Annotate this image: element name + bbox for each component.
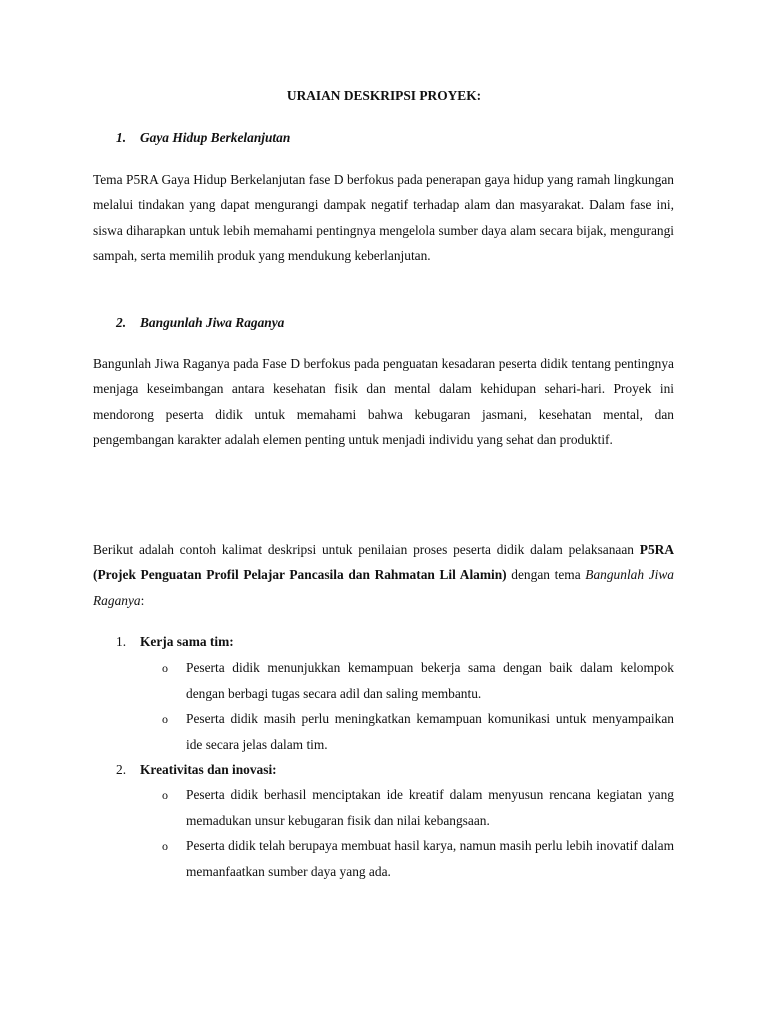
intro-bold-text: P5RA (Projek Penguatan Profil Pelajar Pancasila dan Rahmatan Lil Alamin) xyxy=(93,542,674,583)
intro-italic-text: Bangunlah Jiwa Raganya xyxy=(93,567,675,608)
section-1-number: 1. xyxy=(116,130,127,145)
bullet-icon: o xyxy=(162,839,168,853)
list-item-1-sub-2: Peserta didik masih perlu meningkatkan kemampuan komunikasi untuk menyampaikan ide secara jelas dalam tim. xyxy=(186,711,674,752)
bullet-icon: o xyxy=(162,712,168,726)
intro-paragraph xyxy=(93,537,674,613)
section-1-title: Gaya Hidup Berkelanjutan xyxy=(140,130,291,145)
section-2-heading xyxy=(116,315,284,331)
list-item-2-sub-2: Peserta didik telah berupaya membuat hasil karya, namun masih perlu lebih inovatif dalam memanfaatkan sumber daya yang ada. xyxy=(186,838,674,879)
list-item-2-number: 2. xyxy=(116,762,127,777)
bullet-icon: o xyxy=(162,788,168,802)
list-item-1-number: 1. xyxy=(116,634,127,649)
section-1-heading xyxy=(116,130,290,146)
intro-text-3: : xyxy=(140,592,145,608)
section-2-paragraph: Bangunlah Jiwa Raganya pada Fase D berfokus pada penguatan kesadaran peserta didik tentang pentingnya menjaga keseimbangan antara kesehatan fisik dan mental dalam kehidupan sehari-hari. Proyek ini mendorong peserta didik untuk memahami bahwa kebugaran jasmani, kesehatan mental, dan pengembangan karakter adalah elemen penting untuk menjadi individu yang sehat dan produktif. xyxy=(93,356,674,448)
section-2-number: 2. xyxy=(116,315,127,330)
list-item-2-label: Kreativitas dan inovasi: xyxy=(140,762,277,777)
section-1-paragraph: Tema P5RA Gaya Hidup Berkelanjutan fase D berfokus pada penerapan gaya hidup yang ramah lingkungan melalui tindakan yang dapat mengurangi dampak negatif terhadap alam dan masyarakat. Dalam fase ini, siswa diharapkan untuk lebih memahami pentingnya mengelola sumber daya alam secara bijak, mengurangi sampah, serta memilih produk yang mendukung keberlanjutan. xyxy=(93,172,674,264)
section-2-title: Bangunlah Jiwa Raganya xyxy=(140,315,285,330)
bullet-icon: o xyxy=(162,661,168,675)
intro-text-2: dengan tema xyxy=(506,567,586,583)
intro-text-1: Berikut adalah contoh kalimat deskripsi untuk penilaian proses peserta didik dalam pelaksanaan xyxy=(93,542,640,557)
list-item-1-sub-1: Peserta didik menunjukkan kemampuan bekerja sama dengan baik dalam kelompok dengan berbagi tugas secara adil dan saling membantu. xyxy=(186,660,674,701)
list-item-1-label: Kerja sama tim: xyxy=(140,634,234,649)
list-item-2-sub-1: Peserta didik berhasil menciptakan ide kreatif dalam menyusun rencana kegiatan yang memadukan unsur kebugaran fisik dan nilai kebangsaan. xyxy=(186,787,674,828)
document-title: URAIAN DESKRIPSI PROYEK: xyxy=(286,88,482,103)
